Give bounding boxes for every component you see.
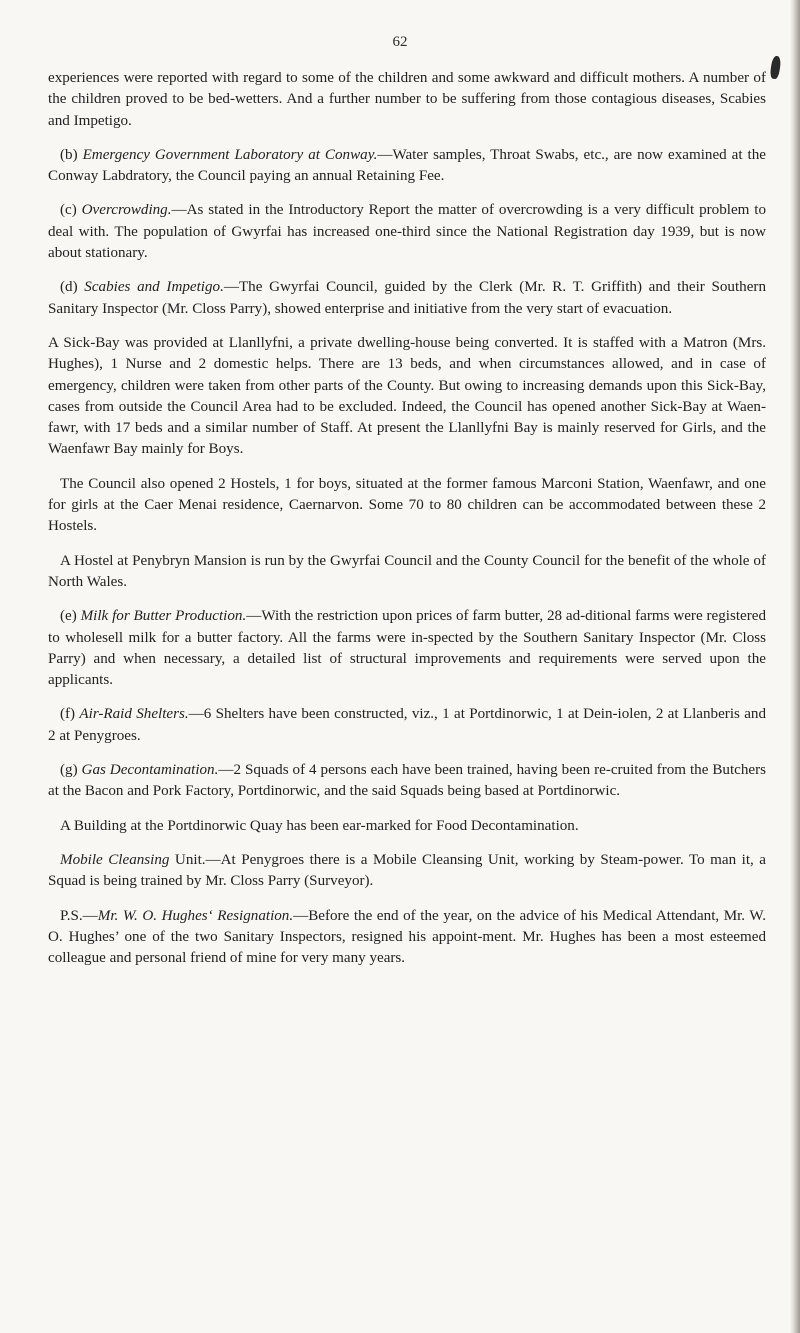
paragraph-prefix: (g): [60, 762, 82, 779]
paragraph-milk: [48, 606, 766, 691]
paragraph-experiences: [48, 68, 766, 132]
paragraph-mobile-cleansing: [48, 850, 766, 893]
paragraph-text: —With the restriction upon prices of farm butter, 28 ad-ditional farms were registered to wholesell milk for a butter factory. All the farms were in-spected by the Southern Sanitary Inspector (Mr. Closs Parry) and when necessary, a detailed list of structural improvements and requirements were served upon the applicants.: [48, 608, 766, 689]
paragraph-heading: Scabies and Impetigo.: [84, 279, 224, 296]
paragraph-text: A Hostel at Penybryn Mansion is run by the Gwyrfai Council and the County Council for the benefit of the whole of North Wales.: [48, 552, 766, 590]
paragraph-food: [48, 816, 766, 837]
paragraph-prefix: (e): [60, 608, 81, 625]
paragraph-text: —Before the end of the year, on the advice of his Medical Attendant, Mr. W. O. Hughes’ one of the two Sanitary Inspectors, resigned his appoint-ment. Mr. Hughes has been a most esteemed colleague and personal friend of mine for very many years.: [48, 907, 766, 967]
paragraph-heading: Mobile Cleansing: [60, 851, 170, 868]
paragraph-heading: Overcrowding.: [81, 202, 172, 219]
paragraph-penybryn: [48, 551, 766, 594]
paragraph-text: A Sick-Bay was provided at Llanllyfni, a private dwelling-house being converted. It is staffed with a Matron (Mrs. Hughes), 1 Nurse and 2 domestic helps. There are 13 beds, and when circumstances allowed, and in case of emergency, children were taken from other parts of the County. But owing to increasing demands upon this Sick-Bay, cases from outside the Council Area had to be excluded. Indeed, the Council has opened another Sick-Bay at Waen-fawr, with 17 beds and a similar number of Staff. At present the Llanllyfni Bay is mainly reserved for Girls, and the Waenfawr Bay mainly for Boys.: [48, 334, 766, 458]
paragraph-shelters: [48, 704, 766, 747]
paragraph-heading: Milk for Butter Production.: [80, 608, 247, 625]
paragraph-text: Unit.—At Penygroes there is a Mobile Cleansing Unit, working by Steam-power. To man it, a Squad is being trained by Mr. Closs Parry (Surveyor).: [48, 851, 766, 890]
page-edge-shadow: [790, 0, 800, 1333]
paragraph-heading: Gas Decontamination.: [81, 762, 219, 779]
paragraph-ps-resignation: [48, 906, 766, 970]
paragraph-heading: Air-Raid Shelters.: [79, 706, 189, 723]
paragraph-heading: Mr. W. O. Hughes‘ Resignation.: [97, 907, 294, 924]
paragraph-overcrowding: [48, 200, 766, 264]
paragraph-heading: Emergency Government Laboratory at Conway.: [82, 146, 378, 163]
paragraph-prefix: (f): [60, 706, 80, 723]
paragraph-text: —2 Squads of 4 persons each have been trained, having been re-cruited from the Butchers at the Bacon and Pork Factory, Portdinorwic, and the said Squads being based at Portdinorwic.: [48, 762, 766, 800]
paragraph-text: —Water samples, Throat Swabs, etc., are now examined at the Conway Labdratory, the Council paying an annual Retaining Fee.: [48, 146, 766, 185]
paragraph-prefix: (b): [60, 146, 83, 163]
paragraph-hostels: [48, 474, 766, 538]
paragraph-text: experiences were reported with regard to some of the children and some awkward and difficult mothers. A number of the children proved to be bed-wetters. And a further number to be suffering from those contagious diseases, Scabies and Impetigo.: [48, 70, 766, 129]
paragraph-text: —6 Shelters have been constructed, viz., 1 at Portdinorwic, 1 at Dein-iolen, 2 at Llanberis and 2 at Penygroes.: [48, 706, 766, 744]
paragraph-text: The Council also opened 2 Hostels, 1 for boys, situated at the former famous Marconi Station, Waenfawr, and one for girls at the Caer Menai residence, Caernarvon. Some 70 to 80 children can be accommodated between these 2 Hostels.: [48, 475, 766, 535]
paragraph-prefix: P.S.—: [60, 907, 98, 924]
paragraph-laboratory: [48, 145, 766, 188]
paragraph-text: A Building at the Portdinorwic Quay has been ear-marked for Food Decontamination.: [60, 817, 579, 834]
paragraph-text: —As stated in the Introductory Report the matter of overcrowding is a very difficult problem to deal with. The population of Gwyrfai has increased one-third since the National Registration day 1939, but is now about stationary.: [48, 202, 767, 262]
paragraph-sick-bay: [48, 333, 766, 461]
page-number: 62: [392, 34, 408, 50]
paragraph-text: —The Gwyrfai Council, guided by the Clerk (Mr. R. T. Griffith) and their Southern Sanitary Inspector (Mr. Closs Parry), showed enterprise and initiative from the very start of evacuation.: [48, 279, 766, 317]
paragraph-gas: [48, 760, 766, 803]
paragraph-scabies: [48, 277, 766, 320]
paragraph-prefix: (d): [60, 279, 85, 296]
body-text: [48, 68, 766, 982]
ink-mark: [769, 55, 781, 79]
paragraph-prefix: (c): [60, 202, 82, 219]
